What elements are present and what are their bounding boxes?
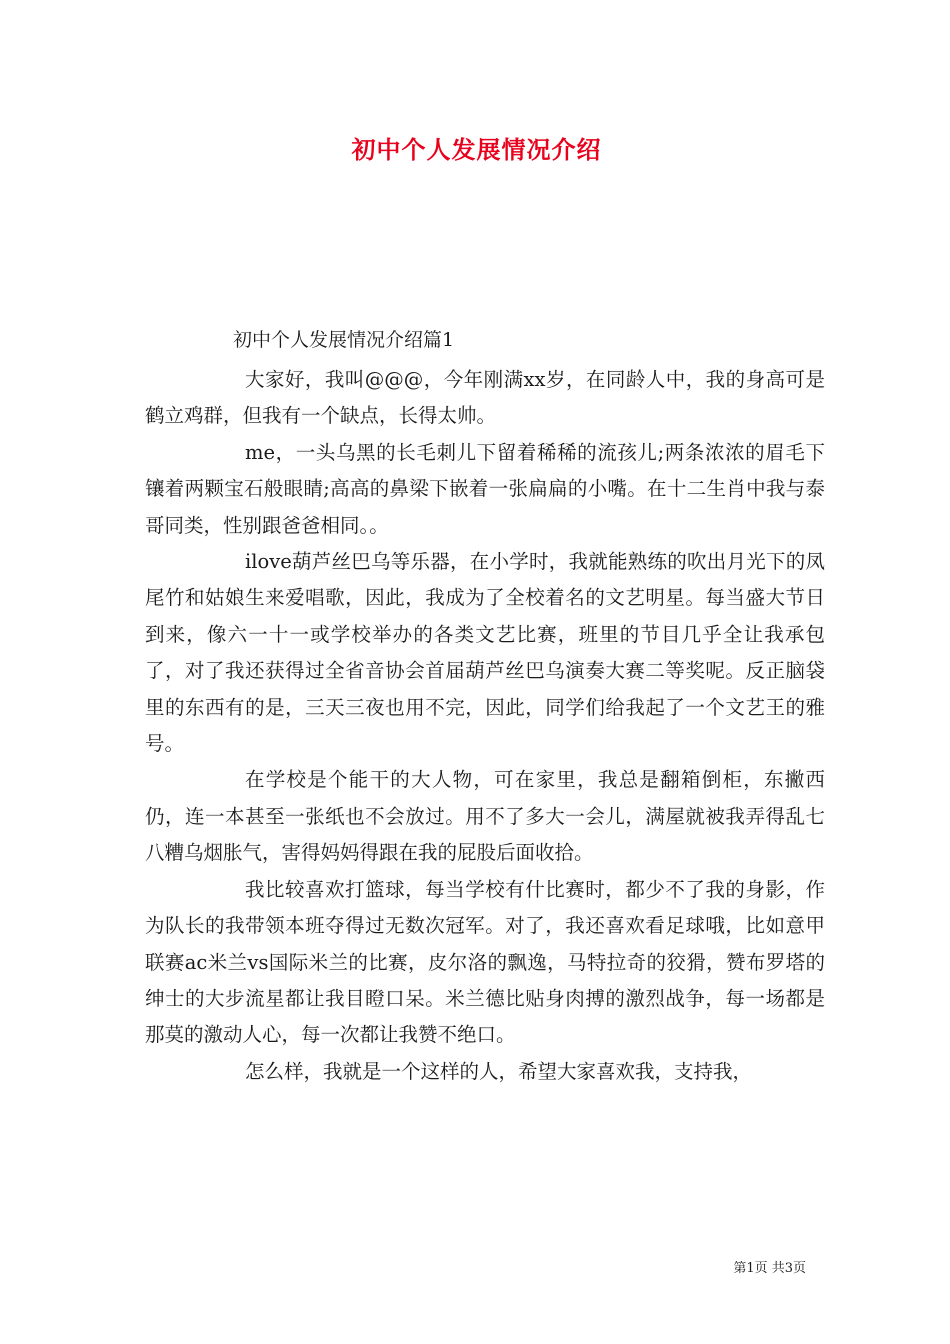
page-footer: 第1页 共3页 [733,1261,806,1276]
section-heading: 初中个人发展情况介绍篇1 [233,329,455,351]
document-title: 初中个人发展情况介绍 [351,135,602,164]
paragraph-home: 在学校是个能干的大人物，可在家里，我总是翻箱倒柜，东撇西仍，连一本甚至一张纸也不会放过。用不了多大一会儿，满屋就被我弄得乱七八糟乌烟胀气，害得妈妈得跟在我的屁股后面收拾。 [145,768,825,865]
paragraph-closing: 怎么样，我就是一个这样的人，希望大家喜欢我，支持我， [245,1059,753,1083]
paragraph-music: ilove葫芦丝巴乌等乐器，在小学时，我就能熟练的吹出月光下的凤尾竹和姑娘生来爱唱歌，因此，我成为了全校着名的文艺明星。每当盛大节日到来，像六一十一或学校举办的各类文艺比赛，班里的节目几乎全让我承包了，对了我还获得过全省音协会首届葫芦丝巴乌演奏大赛二等奖呢。反正脑袋里的东西有的是，三天三夜也用不完，因此，同学们给我起了一个文艺王的雅号。 [145,550,825,756]
paragraph-appearance: me，一头乌黑的长毛刺儿下留着稀稀的流孩儿;两条浓浓的眉毛下镶着两颗宝石般眼睛;高高的鼻梁下嵌着一张扁扁的小嘴。在十二生肖中我与泰哥同类，性别跟爸爸相同。。 [145,440,825,537]
paragraph-intro: 大家好，我叫@@@，今年刚满xx岁，在同龄人中，我的身高可是鹤立鸡群，但我有一个缺点，长得太帅。 [145,368,825,428]
paragraph-sports: 我比较喜欢打篮球，每当学校有什比赛时，都少不了我的身影，作为队长的我带领本班夺得过无数次冠军。对了，我还喜欢看足球哦，比如意甲联赛ac米兰vs国际米兰的比赛，皮尔洛的飘逸，马特拉奇的狡猾，赞布罗塔的绅士的大步流星都让我目瞪口呆。米兰德比贴身肉搏的激烈战争，每一场都是那莫的激动人心，每一次都让我赞不绝口。 [145,877,825,1047]
document-body [145,362,825,1090]
